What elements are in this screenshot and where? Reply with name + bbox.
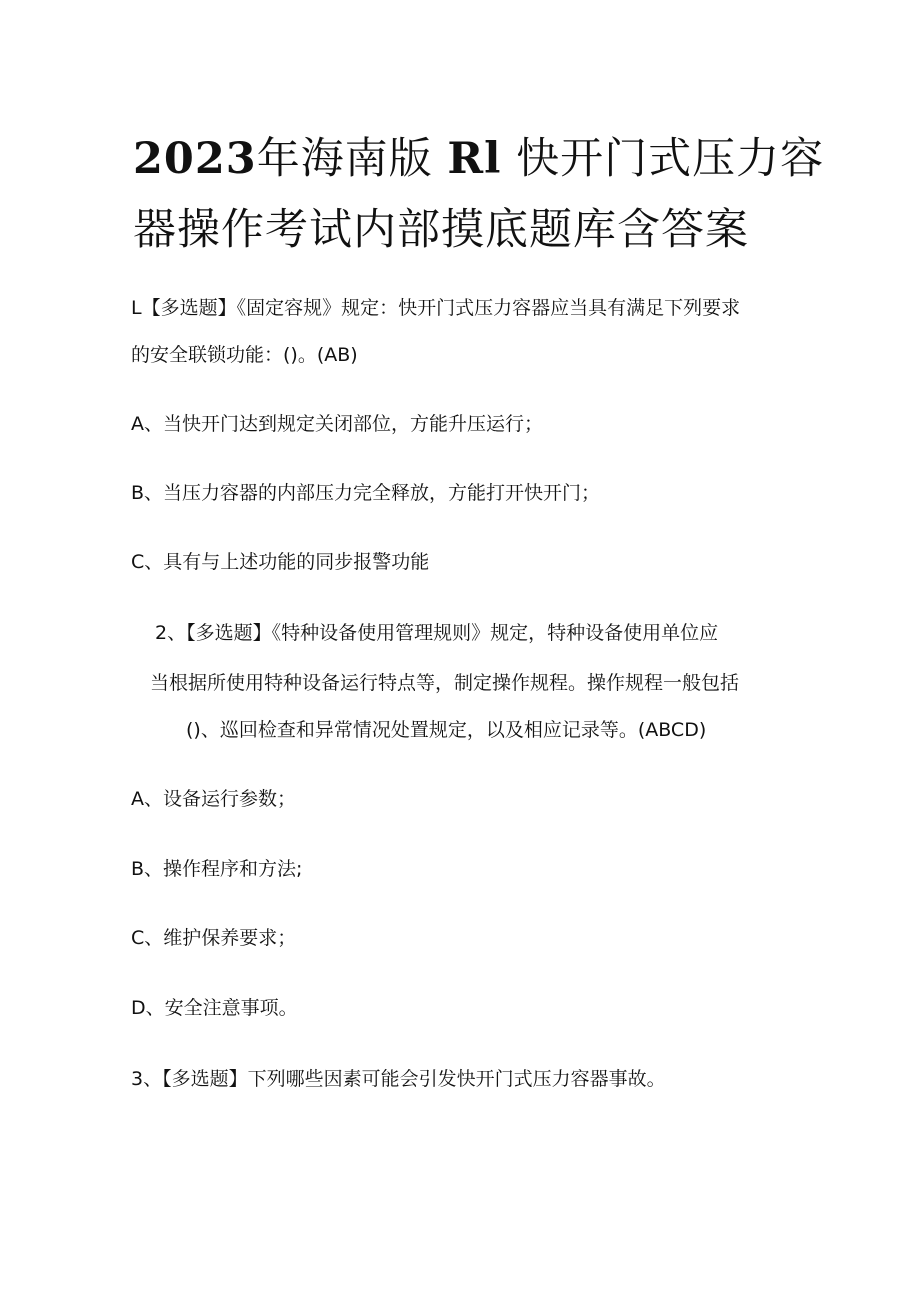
title-text-a: 年海南版 xyxy=(256,134,433,184)
q2-option-d: D、安全注意事项。 xyxy=(131,997,298,1019)
title-line-2: 器操作考试内部摸底题库含答案 xyxy=(133,205,749,255)
q2-text-line-1: 2、【多选题】《特种设备使用管理规则》规定，特种设备使用单位应 xyxy=(155,622,719,644)
title-year: 2023 xyxy=(133,134,257,184)
q2-option-b: B、操作程序和方法; xyxy=(131,858,303,880)
q1-option-a: A、当快开门达到规定关闭部位，方能升压运行； xyxy=(131,413,543,435)
q2-option-c: C、维护保养要求； xyxy=(131,927,297,949)
q2-option-a: A、设备运行参数； xyxy=(131,788,296,810)
q3-text-line-1: 3、【多选题】下列哪些因素可能会引发快开门式压力容器事故。 xyxy=(131,1068,666,1090)
q2-text-line-3: ()、巡回检查和异常情况处置规定，以及相应记录等。(ABCD) xyxy=(186,719,707,741)
title-text-b: 快开门式压力容 xyxy=(516,134,825,184)
document-title xyxy=(133,124,853,266)
title-line-1 xyxy=(133,124,853,195)
q2-text-line-2: 当根据所使用特种设备运行特点等，制定操作规程。操作规程一般包括 xyxy=(150,672,740,694)
q1-option-b: B、当压力容器的内部压力完全释放，方能打开快开门； xyxy=(131,482,601,504)
title-code: Rl xyxy=(447,134,502,184)
q1-text-line-2: 的安全联锁功能：()。(AB) xyxy=(131,344,358,366)
q1-text-line-1: L【多选题】《固定容规》规定：快开门式压力容器应当具有满足下列要求 xyxy=(131,297,741,319)
q1-option-c: C、具有与上述功能的同步报警功能 xyxy=(131,551,430,573)
